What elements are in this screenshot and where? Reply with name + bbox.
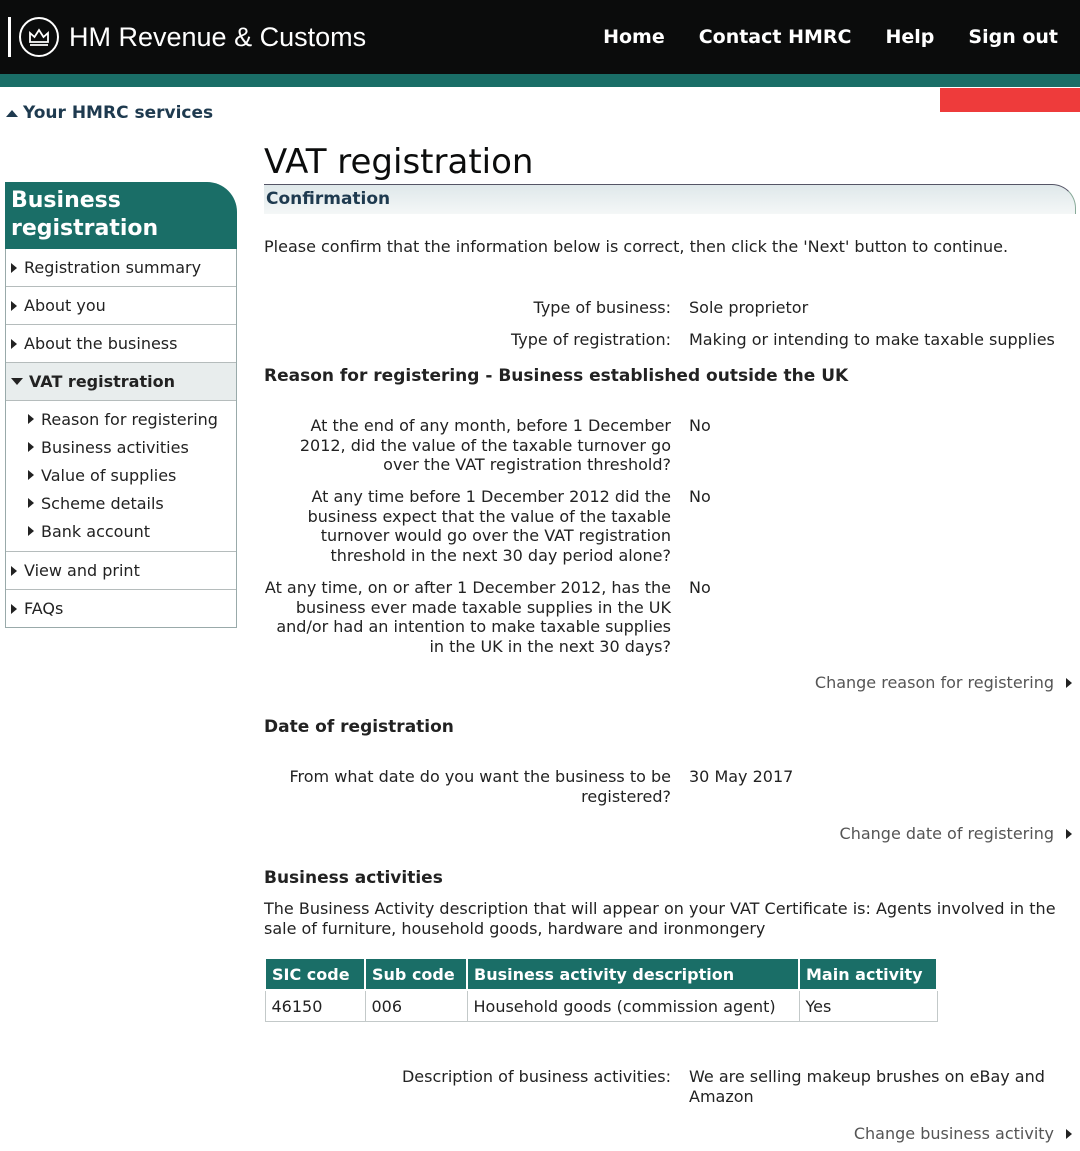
column-header: Main activity <box>799 958 937 990</box>
column-header: SIC code <box>265 958 365 990</box>
sidebar-subitem-label: Reason for registering <box>41 409 218 429</box>
triangle-right-icon <box>1066 829 1072 839</box>
sidebar-item-faqs[interactable] <box>6 590 236 627</box>
answer-text: No <box>689 578 711 597</box>
triangle-down-icon <box>11 378 23 385</box>
sidebar-item-registration-summary[interactable] <box>6 249 236 287</box>
column-header: Business activity description <box>467 958 799 990</box>
triangle-right-icon <box>28 498 34 508</box>
table-cell: 006 <box>365 990 467 1022</box>
field-value: Sole proprietor <box>689 298 809 317</box>
intro-text: Please confirm that the information below is correct, then click the 'Next' button to continue. <box>264 237 1009 256</box>
sidebar-item-about-you[interactable] <box>6 287 236 325</box>
header-bar <box>0 0 1080 74</box>
change-activity-link[interactable] <box>854 1124 1072 1143</box>
question-text: At the end of any month, before 1 December 2012, did the value of the taxable turnover go over the VAT registration threshold? <box>299 416 671 475</box>
date-question: From what date do you want the business to be registered? <box>289 767 671 806</box>
sidebar-item-label: FAQs <box>24 599 64 618</box>
date-section-title: Date of registration <box>264 717 454 737</box>
sidebar-subitem-label: Bank account <box>41 521 151 541</box>
activities-section-title: Business activities <box>264 868 443 888</box>
description-value: We are selling makeup brushes on eBay and Amazon <box>689 1067 1045 1106</box>
field-label: Type of business: <box>533 298 671 317</box>
services-label: Your HMRC services <box>23 103 214 123</box>
column-header: Sub code <box>365 958 467 990</box>
change-date-label: Change date of registering <box>839 824 1054 843</box>
sidebar-item-label: View and print <box>24 561 140 580</box>
nav-home-link[interactable]: Home <box>603 26 665 48</box>
sidebar-subitem-bank-account[interactable] <box>6 517 236 545</box>
table-row <box>265 990 937 1022</box>
change-activity-label: Change business activity <box>853 1124 1054 1143</box>
table-cell: Yes <box>799 990 937 1022</box>
your-hmrc-services-link[interactable] <box>6 103 213 123</box>
sidebar-item-label: About you <box>24 296 106 315</box>
sidebar-item-label: VAT registration <box>29 372 175 391</box>
description-label: Description of business activities: <box>401 1067 671 1086</box>
answer-text: No <box>689 416 711 435</box>
triangle-right-icon <box>11 566 17 576</box>
question-text: At any time, on or after 1 December 2012, has the business ever made taxable supplies in the UK and/or had an intention to make taxable supplies in the UK in the next 30 days? <box>264 578 671 656</box>
sidebar-item-about-the-business[interactable] <box>6 325 236 363</box>
triangle-right-icon <box>11 604 17 614</box>
section-heading: Confirmation <box>264 184 1076 214</box>
change-reason-link[interactable] <box>815 673 1072 692</box>
change-reason-label: Change reason for registering <box>814 673 1054 692</box>
sidebar-subitem-label: Value of supplies <box>41 465 177 485</box>
sidebar-submenu <box>6 401 236 552</box>
triangle-right-icon <box>1066 678 1072 688</box>
triangle-right-icon <box>11 301 17 311</box>
field-label: Type of registration: <box>510 330 671 349</box>
triangle-right-icon <box>1066 1129 1072 1139</box>
activities-table <box>264 957 938 1022</box>
main-content <box>264 140 1076 1143</box>
sidebar-subitem-business-activities[interactable] <box>6 433 236 461</box>
field-value: Making or intending to make taxable supplies <box>689 330 1055 349</box>
question-text: At any time before 1 December 2012 did the business expect that the value of the taxable turnover would go over the VAT registration threshold in the next 30 day period alone? <box>307 487 671 565</box>
sidebar-subitem-reason[interactable] <box>6 405 236 433</box>
triangle-right-icon <box>11 339 17 349</box>
triangle-right-icon <box>11 263 17 273</box>
sidebar-subitem-label: Business activities <box>41 437 189 457</box>
table-cell: Household goods (commission agent) <box>467 990 799 1022</box>
triangle-right-icon <box>28 442 34 452</box>
brand-name: HM Revenue & Customs <box>69 21 367 52</box>
brand-divider <box>8 17 11 57</box>
table-header-row <box>265 958 937 990</box>
table-cell: 46150 <box>265 990 365 1022</box>
nav-help-link[interactable]: Help <box>885 26 935 48</box>
sidebar-title: Business registration <box>5 182 237 249</box>
sidebar-item-vat-registration[interactable] <box>6 363 236 401</box>
nav-contact-link[interactable]: Contact HMRC <box>698 26 852 48</box>
sidebar-item-label: About the business <box>24 334 178 353</box>
top-navigation <box>603 26 1058 48</box>
sidebar <box>5 182 237 628</box>
header-accent-strip <box>0 74 1080 87</box>
triangle-right-icon <box>28 414 34 424</box>
sidebar-item-label: Registration summary <box>24 258 202 277</box>
reason-section-title: Reason for registering - Business established outside the UK <box>264 366 849 386</box>
sidebar-list <box>5 249 237 628</box>
sidebar-item-view-and-print[interactable] <box>6 552 236 590</box>
change-date-link[interactable] <box>840 824 1072 843</box>
triangle-right-icon <box>28 470 34 480</box>
nav-sign-out-link[interactable]: Sign out <box>968 26 1058 48</box>
alert-tab[interactable] <box>940 88 1080 112</box>
triangle-right-icon <box>28 526 34 536</box>
sidebar-subitem-scheme-details[interactable] <box>6 489 236 517</box>
answer-text: No <box>689 487 711 506</box>
crown-crest-icon <box>19 17 59 57</box>
hmrc-brand[interactable] <box>8 10 366 64</box>
page-title: VAT registration <box>264 142 534 182</box>
activities-text: The Business Activity description that will appear on your VAT Certificate is: Agents involved in the sale of furniture, household goods, hardware and ironmongery <box>264 899 1056 938</box>
triangle-up-icon <box>6 110 18 117</box>
sidebar-subitem-label: Scheme details <box>41 493 164 513</box>
sidebar-subitem-value-of-supplies[interactable] <box>6 461 236 489</box>
date-value: 30 May 2017 <box>689 767 794 786</box>
